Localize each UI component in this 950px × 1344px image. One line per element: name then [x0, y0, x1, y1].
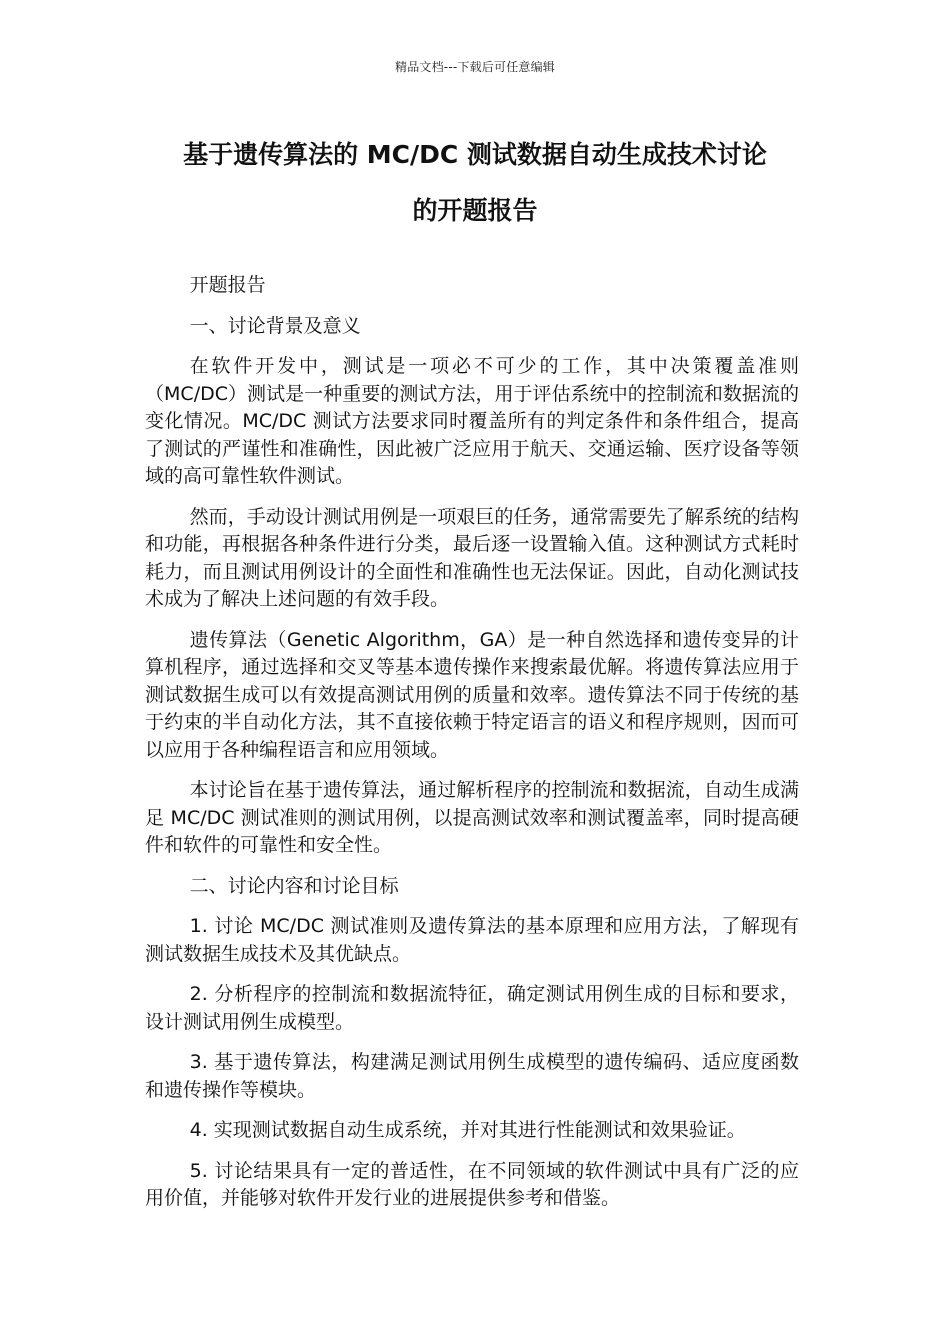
section-1-heading: 一、讨论背景及意义 [189, 314, 361, 337]
section-1-paragraph: 然而，手动设计测试用例是一项艰巨的任务，通常需要先了解系统的结构和功能，再根据各种条件进行分类，最后逐一设置输入值。这种测试方式耗时耗力，而且测试用例设计的全面性和准确性也无法保证。因此，自动化测试技术成为了解决上述问题的有效手段。 [145, 505, 799, 610]
document-title-line-1: 基于遗传算法的 MC/DC 测试数据自动生成技术讨论 [183, 140, 767, 169]
section-2-heading: 二、讨论内容和讨论目标 [189, 874, 399, 897]
document-title-line-2: 的开题报告 [412, 196, 538, 225]
section-2-item: 3. 基于遗传算法，构建满足测试用例生成模型的遗传编码、适应度函数和遗传操作等模块。 [145, 1051, 799, 1101]
section-2-item: 5. 讨论结果具有一定的普适性，在不同领域的软件测试中具有广泛的应用价值，并能够对软件开发行业的进展提供参考和借鉴。 [145, 1159, 799, 1209]
document-body [145, 272, 799, 1226]
section-1-paragraph: 在软件开发中，测试是一项必不可少的工作，其中决策覆盖准则（MC/DC）测试是一种重要的测试方法，用于评估系统中的控制流和数据流的变化情况。MC/DC 测试方法要求同时覆盖所有的判定条件和条件组合，提高了测试的严谨性和准确性，因此被广泛应用于航天、交通运输、医疗设备等领域的高可靠性软件测试。 [145, 355, 799, 487]
report-label: 开题报告 [189, 274, 266, 296]
section-1-paragraph: 遗传算法（Genetic Algorithm，GA）是一种自然选择和遗传变异的计算机程序，通过选择和交叉等基本遗传操作来搜索最优解。将遗传算法应用于测试数据生成可以有效提高测试用例的质量和效率。遗传算法不同于传统的基于约束的半自动化方法，其不直接依赖于特定语言的语义和程序规则，因而可以应用于各种编程语言和应用领域。 [145, 628, 799, 761]
section-2-item: 4. 实现测试数据自动生成系统，并对其进行性能测试和效果验证。 [189, 1119, 746, 1141]
section-2-item: 2. 分析程序的控制流和数据流特征，确定测试用例生成的目标和要求，设计测试用例生成模型。 [145, 983, 799, 1033]
section-1-paragraph: 本讨论旨在基于遗传算法，通过解析程序的控制流和数据流，自动生成满足 MC/DC 测试准则的测试用例，以提高测试效率和测试覆盖率，同时提高硬件和软件的可靠性和安全性。 [145, 779, 799, 856]
header-note: 精品文档---下载后可任意编辑 [395, 60, 555, 74]
section-2-item: 1. 讨论 MC/DC 测试准则及遗传算法的基本原理和应用方法，了解现有测试数据生成技术及其优缺点。 [145, 915, 799, 965]
